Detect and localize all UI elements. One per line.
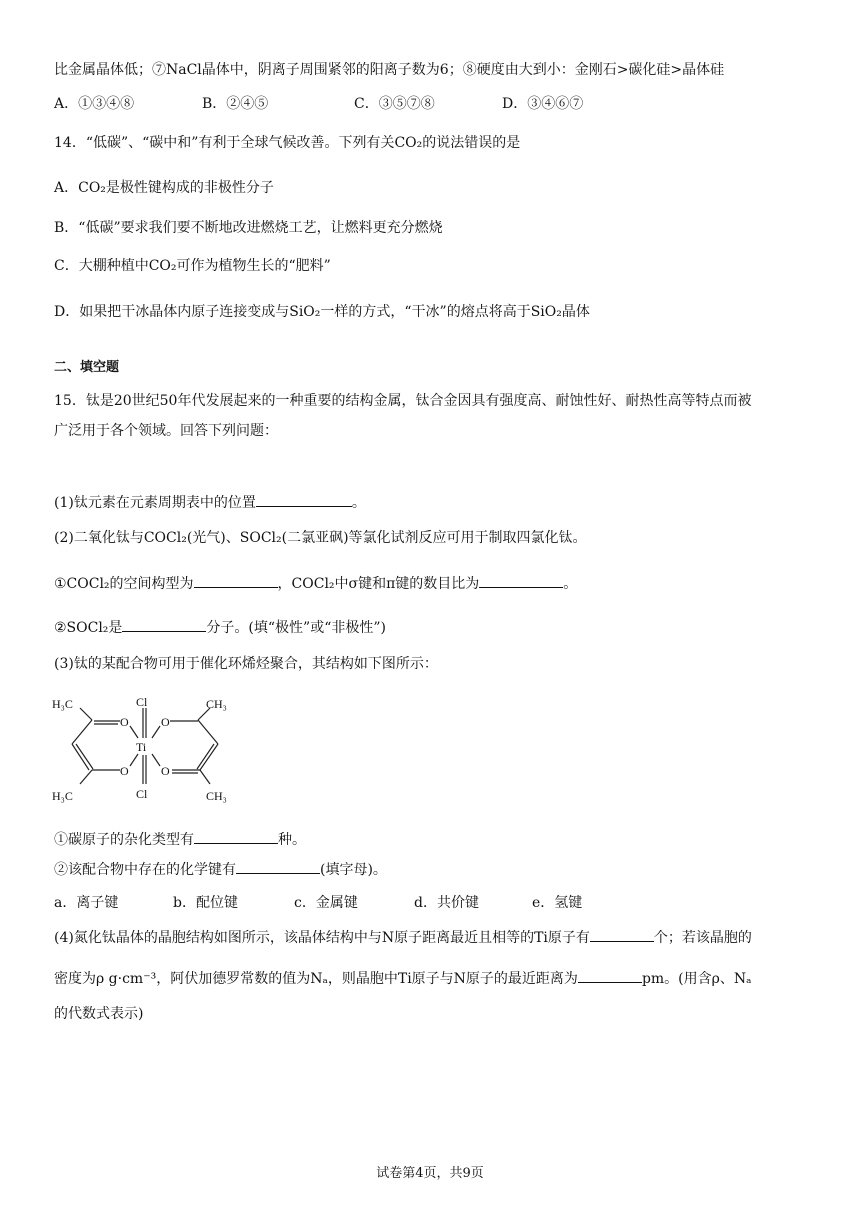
q14-option-a: A．CO₂是极性键构成的非极性分子 bbox=[54, 180, 274, 196]
q15-part1 bbox=[54, 492, 366, 513]
ch3-bottom-label: CH₃ bbox=[206, 789, 227, 803]
page-footer: 试卷第4页，共9页 bbox=[376, 1166, 484, 1181]
q13-option-c: C．③⑤⑦⑧ bbox=[354, 96, 435, 112]
bond-option-d: d．共价键 bbox=[414, 895, 479, 911]
bond-option-c: c．金属键 bbox=[294, 895, 358, 911]
answer-blank[interactable] bbox=[479, 573, 563, 588]
q15-part3-2-text: ②该配合物中存在的化学键有 bbox=[54, 862, 236, 878]
titanium-complex-structure bbox=[50, 690, 240, 808]
bond-option-b: b．配位键 bbox=[173, 895, 238, 911]
answer-blank[interactable] bbox=[590, 927, 654, 942]
o-top-left-label: O bbox=[120, 715, 129, 729]
cl-top-label: Cl bbox=[136, 695, 148, 709]
o-bottom-left-label: O bbox=[120, 764, 129, 778]
q15-part2-1-end: 。 bbox=[563, 576, 578, 592]
o-top-right-label: O bbox=[161, 715, 170, 729]
q15-part2-1-text: ①COCl₂的空间构型为 bbox=[54, 576, 194, 592]
line-1: 比金属晶体低；⑦NaCl晶体中，阴离子周围紧邻的阳离子数为6；⑧硬度由大到小：金刚石>碳化硅>晶体硅 bbox=[54, 62, 725, 78]
ti-label: Ti bbox=[136, 740, 147, 754]
answer-blank[interactable] bbox=[578, 968, 642, 983]
q14-option-d: D．如果把干冰晶体内原子连接变成与SiO₂一样的方式，“干冰”的熔点将高于SiO₂晶体 bbox=[54, 304, 590, 320]
bond-option-a: a．离子键 bbox=[54, 895, 119, 911]
q15-part4-text2: 个；若该晶胞的 bbox=[653, 930, 752, 946]
q15-stem-1: 15．钛是20世纪50年代发展起来的一种重要的结构金属，钛合金因具有强度高、耐蚀性好、耐热性高等特点而被 bbox=[54, 393, 752, 409]
q15-part1-text: (1)钛元素在元素周期表中的位置 bbox=[54, 495, 256, 511]
q14-option-b: B．“低碳”要求我们要不断地改进燃烧工艺，让燃料更充分燃烧 bbox=[54, 220, 443, 236]
q13-option-b: B．②④⑤ bbox=[202, 96, 269, 112]
q14-option-c: C．大棚种植中CO₂可作为植物生长的“肥料” bbox=[54, 258, 331, 274]
h3c-top-label: H₃C bbox=[52, 697, 73, 711]
q15-part4-line2 bbox=[54, 968, 752, 989]
q15-part3-2-end: (填字母)。 bbox=[320, 862, 387, 878]
q15-part3-1-text: ①碳原子的杂化类型有 bbox=[54, 832, 194, 848]
q15-part2-2-end: 分子。(填“极性”或“非极性”) bbox=[206, 620, 386, 636]
q15-part4-text1: (4)氮化钛晶体的晶胞结构如图所示，该晶体结构中与N原子距离最近且相等的Ti原子有 bbox=[54, 930, 590, 946]
q15-part2-2 bbox=[54, 617, 386, 638]
q15-part2-1 bbox=[54, 573, 577, 594]
q15-stem-2: 广泛用于各个领域。回答下列问题： bbox=[54, 423, 278, 439]
q15-part4-line3: 的代数式表示) bbox=[54, 1006, 144, 1022]
answer-blank[interactable] bbox=[256, 492, 352, 507]
q15-part3: (3)钛的某配合物可用于催化环烯烃聚合，其结构如下图所示： bbox=[54, 656, 438, 672]
answer-blank[interactable] bbox=[194, 573, 278, 588]
answer-blank[interactable] bbox=[194, 829, 278, 844]
answer-blank[interactable] bbox=[122, 617, 206, 632]
q15-part1-end: 。 bbox=[351, 495, 366, 511]
o-bottom-right-label: O bbox=[161, 764, 170, 778]
q15-part3-1-end: 种。 bbox=[278, 832, 306, 848]
q15-part4-text3: 密度为ρ g·cm⁻³，阿伏加德罗常数的值为Nₐ，则晶胞中Ti原子与N原子的最近距离为 bbox=[54, 971, 578, 987]
q15-part4-text4: pm。(用含ρ、Nₐ bbox=[641, 971, 752, 987]
answer-blank[interactable] bbox=[236, 859, 320, 874]
q15-part2-1-text2: ，COCl₂中σ键和π键的数目比为 bbox=[277, 576, 480, 592]
q15-part3-2 bbox=[54, 859, 387, 880]
q14-stem: 14．“低碳”、“碳中和”有利于全球气候改善。下列有关CO₂的说法错误的是 bbox=[54, 135, 521, 151]
cl-bottom-label: Cl bbox=[136, 787, 148, 801]
q15-part3-1 bbox=[54, 829, 306, 850]
h3c-bottom-label: H₃C bbox=[52, 789, 73, 803]
ch3-top-label: CH₃ bbox=[206, 697, 227, 711]
bond-option-e: e．氢键 bbox=[532, 895, 583, 911]
q15-part2-2-text: ②SOCl₂是 bbox=[54, 620, 123, 636]
q15-part4-line1 bbox=[54, 927, 752, 948]
section-heading: 二、填空题 bbox=[54, 360, 120, 375]
q15-part2: (2)二氧化钛与COCl₂(光气)、SOCl₂(二氯亚砜)等氯化试剂反应可用于制取四氯化钛。 bbox=[54, 530, 587, 546]
q13-option-d: D．③④⑥⑦ bbox=[502, 96, 584, 112]
q13-option-a: A．①③④⑧ bbox=[54, 96, 135, 112]
